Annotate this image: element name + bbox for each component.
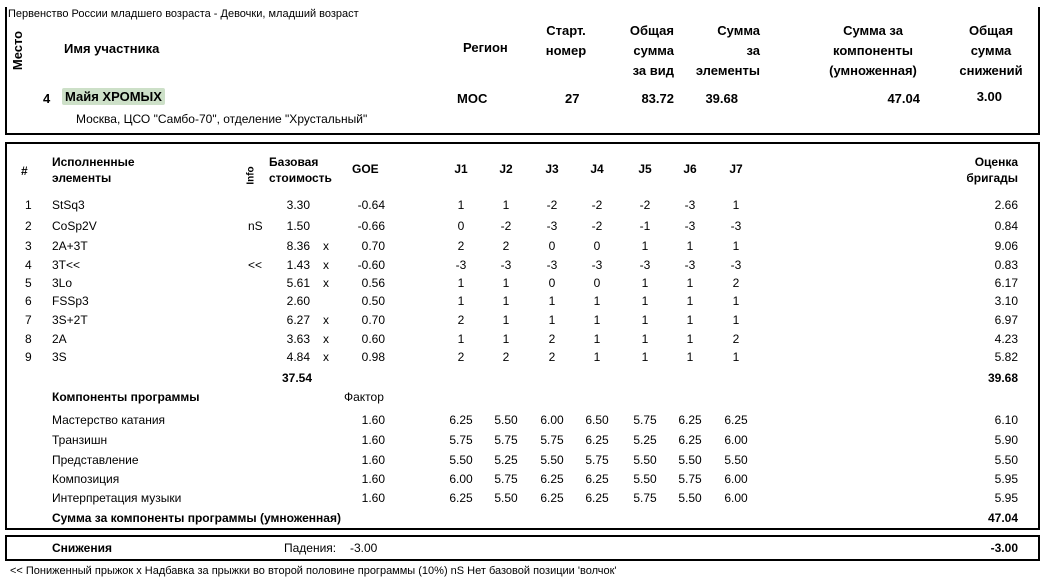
element-judge-score: -2 [546,198,558,212]
element-judge-score: -2 [500,219,512,233]
col-base-header: Базовая стоимость [269,155,332,185]
element-code: 3T<< [52,258,81,272]
element-row-number: 9 [25,350,32,364]
element-judge-score: 0 [593,276,601,290]
element-judge-score: 1 [593,332,601,346]
element-judge-score: 2 [457,313,465,327]
component-judge-score: 5.75 [449,433,473,447]
judge-header-3: J3 [545,162,559,176]
element-bonus-marker: x [323,258,329,272]
element-goe: 0.60 [361,332,385,346]
skater-components-score: 47.04 [887,91,920,106]
element-judge-score: -3 [684,258,696,272]
element-judge-score: 1 [593,350,601,364]
component-judge-score: 5.75 [633,491,657,505]
component-judge-score: 5.50 [724,453,748,467]
total-score-label: Общая сумма за вид [629,23,674,78]
component-judge-score: 5.75 [678,472,702,486]
element-goe: 0.98 [361,350,385,364]
element-code: StSq3 [52,198,85,212]
judge-header-5: J5 [638,162,652,176]
element-judge-score: 1 [732,294,740,308]
element-judge-score: 1 [686,276,694,290]
element-base-value: 6.27 [286,313,310,327]
element-judge-score: 1 [732,350,740,364]
component-judge-score: 6.00 [724,491,748,505]
element-judge-score: 1 [593,313,601,327]
element-judge-score: 2 [548,350,556,364]
component-name: Интерпретация музыки [52,491,182,505]
element-judge-score: 1 [457,294,465,308]
element-panel-score: 0.83 [994,258,1018,272]
skater-region: МОС [457,91,488,106]
element-row-number: 2 [25,219,32,233]
deductions-label-row: Снижения [52,541,112,555]
element-judge-score: 1 [641,350,649,364]
judge-header-4: J4 [590,162,604,176]
element-judge-score: -3 [730,258,742,272]
element-judge-score: 1 [502,332,510,346]
element-code: 3S+2T [52,313,88,327]
component-judge-score: 6.25 [585,472,609,486]
element-base-value: 1.43 [286,258,310,272]
element-judge-score: -3 [639,258,651,272]
element-judge-score: 1 [641,239,649,253]
component-judge-score: 6.25 [449,491,473,505]
element-judge-score: 2 [457,350,465,364]
element-judge-score: -2 [639,198,651,212]
judge-header-7: J7 [729,162,743,176]
element-judge-score: 2 [548,332,556,346]
element-bonus-marker: x [323,239,329,253]
components-sum-label: Сумма за компоненты программы (умноженная) [52,511,341,525]
footnote: << Пониженный прыжок x Надбавка за прыжки во второй половине программы (10%) nS Нет базовой позиции 'волчок' [10,565,617,577]
component-judge-score: 6.25 [540,491,564,505]
element-judge-score: -3 [684,219,696,233]
element-judge-score: 1 [593,294,601,308]
element-row-number: 7 [25,313,32,327]
element-judge-score: 1 [502,313,510,327]
element-goe: 0.70 [361,313,385,327]
factor-label: Фактор [344,390,384,404]
element-info: << [248,258,263,272]
element-judge-score: 1 [457,332,465,346]
start-number-label: Старт. номер [545,23,587,58]
element-judge-score: 1 [732,198,740,212]
element-judge-score: 1 [686,350,694,364]
component-name: Представление [52,453,139,467]
element-base-value: 1.50 [286,219,310,233]
element-judge-score: 0 [548,239,556,253]
element-base-value: 5.61 [286,276,310,290]
element-panel-score: 3.10 [994,294,1018,308]
element-code: 3Lo [52,276,73,290]
deductions-total: -3.00 [990,541,1018,555]
element-judge-score: 1 [686,239,694,253]
element-judge-score: 2 [502,239,510,253]
element-judge-score: 0 [548,276,556,290]
element-row-number: 1 [25,198,32,212]
element-judge-score: -2 [591,219,603,233]
element-base-value: 2.60 [286,294,310,308]
component-judge-score: 6.25 [724,413,748,427]
element-bonus-marker: x [323,276,329,290]
component-judge-score: 5.25 [633,433,657,447]
col-panel-header: Оценка бригады [966,155,1018,185]
element-panel-score: 0.84 [994,219,1018,233]
element-judge-score: 1 [548,294,556,308]
element-bonus-marker: x [323,350,329,364]
component-judge-score: 6.00 [449,472,473,486]
judge-header-6: J6 [683,162,697,176]
element-judge-score: 1 [502,294,510,308]
element-judge-score: -3 [546,258,558,272]
base-total: 37.54 [281,371,312,385]
element-base-value: 4.84 [286,350,310,364]
element-panel-score: 2.66 [994,198,1018,212]
place-label: Место [10,30,26,71]
element-judge-score: 1 [457,276,465,290]
element-goe: -0.64 [357,198,385,212]
component-name: Композиция [52,472,120,486]
skater-total-score: 83.72 [641,91,674,106]
skater-name[interactable]: Майя ХРОМЫХ [62,89,165,104]
component-name: Транзишн [52,433,108,447]
element-code: 2A [52,332,67,346]
col-number-header: # [21,164,28,178]
element-goe: 0.56 [361,276,385,290]
element-goe: -0.66 [357,219,385,233]
divider [5,7,7,17]
component-judge-score: 5.75 [494,472,518,486]
component-judge-score: 5.75 [540,433,564,447]
element-goe: -0.60 [357,258,385,272]
component-judge-score: 5.50 [494,491,518,505]
element-info: nS [248,219,263,233]
element-row-number: 5 [25,276,32,290]
component-judge-score: 6.00 [724,433,748,447]
element-judge-score: -3 [591,258,603,272]
element-judge-score: -3 [455,258,467,272]
element-base-value: 8.36 [286,239,310,253]
skater-elements-score: 39.68 [705,91,738,106]
element-base-value: 3.63 [286,332,310,346]
component-judge-score: 6.25 [678,433,702,447]
element-goe: 0.50 [361,294,385,308]
element-base-value: 3.30 [286,198,310,212]
element-code: CoSp2V [52,219,97,233]
deductions-box [5,535,1040,561]
component-judge-score: 6.25 [585,491,609,505]
component-factor: 1.60 [361,433,385,447]
element-judge-score: 1 [732,313,740,327]
element-panel-score: 4.23 [994,332,1018,346]
col-goe-header: GOE [352,162,379,176]
component-judge-score: 5.50 [494,413,518,427]
element-panel-score: 9.06 [994,239,1018,253]
element-code: 2A+3T [52,239,88,253]
name-label: Имя участника [64,41,160,56]
component-name: Мастерство катания [52,413,166,427]
components-score-label: Сумма за компоненты (умноженная) [829,23,917,78]
col-elements-header: Исполненные элементы [52,155,135,185]
component-judge-score: 5.50 [678,453,702,467]
deductions-label: Общая сумма снижений [959,23,1023,78]
element-judge-score: 0 [457,219,465,233]
falls-value: -3.00 [350,541,378,555]
col-info-header: Info [245,166,257,185]
element-judge-score: -3 [684,198,696,212]
element-judge-score: 1 [641,294,649,308]
element-judge-score: 2 [732,276,740,290]
skater-place: 4 [43,91,51,106]
component-judge-score: 6.25 [585,433,609,447]
component-panel-score: 6.10 [994,413,1018,427]
element-judge-score: 1 [502,276,510,290]
element-panel-score: 6.17 [994,276,1018,290]
element-judge-score: -3 [730,219,742,233]
element-judge-score: -2 [591,198,603,212]
component-judge-score: 5.50 [540,453,564,467]
element-judge-score: -3 [546,219,558,233]
element-judge-score: 1 [548,313,556,327]
element-judge-score: 1 [686,313,694,327]
component-factor: 1.60 [361,491,385,505]
component-judge-score: 5.25 [494,453,518,467]
component-judge-score: 5.75 [585,453,609,467]
component-judge-score: 6.25 [449,413,473,427]
region-label: Регион [463,40,508,55]
component-panel-score: 5.95 [994,472,1018,486]
element-judge-score: 1 [641,313,649,327]
component-judge-score: 6.25 [540,472,564,486]
component-judge-score: 5.75 [494,433,518,447]
component-judge-score: 6.50 [585,413,609,427]
element-judge-score: 1 [502,198,510,212]
components-title: Компоненты программы [52,390,200,404]
component-judge-score: 5.50 [633,453,657,467]
element-bonus-marker: x [323,313,329,327]
component-judge-score: 5.50 [633,472,657,486]
component-judge-score: 5.50 [449,453,473,467]
component-panel-score: 5.90 [994,433,1018,447]
component-judge-score: 6.25 [678,413,702,427]
element-judge-score: 1 [641,332,649,346]
element-judge-score: 1 [457,198,465,212]
elements-total: 39.68 [987,371,1018,385]
event-title: Первенство России младшего возраста - Девочки, младший возраст [8,8,359,20]
skater-deductions: 3.00 [976,89,1002,104]
component-factor: 1.60 [361,453,385,467]
component-panel-score: 5.95 [994,491,1018,505]
element-judge-score: 1 [686,294,694,308]
component-judge-score: 5.50 [678,491,702,505]
element-panel-score: 5.82 [994,350,1018,364]
skater-start-number: 27 [565,91,580,106]
component-judge-score: 5.75 [633,413,657,427]
element-judge-score: 1 [732,239,740,253]
elements-score-label: Сумма за элементы [695,23,760,78]
component-judge-score: 6.00 [724,472,748,486]
skater-club: Москва, ЦСО "Самбо-70", отделение "Хрустальный" [76,112,368,126]
element-judge-score: 2 [502,350,510,364]
element-row-number: 8 [25,332,32,346]
element-panel-score: 6.97 [994,313,1018,327]
element-bonus-marker: x [323,332,329,346]
element-row-number: 3 [25,239,32,253]
element-row-number: 6 [25,294,32,308]
element-judge-score: 0 [593,239,601,253]
element-judge-score: 1 [641,276,649,290]
element-goe: 0.70 [361,239,385,253]
element-judge-score: 1 [686,332,694,346]
falls-label: Падения: [284,541,337,555]
judge-header-2: J2 [499,162,513,176]
element-row-number: 4 [25,258,32,272]
judge-header-1: J1 [454,162,468,176]
element-judge-score: 2 [732,332,740,346]
element-judge-score: -3 [500,258,512,272]
element-code: 3S [52,350,67,364]
component-judge-score: 6.00 [540,413,564,427]
element-judge-score: 2 [457,239,465,253]
element-judge-score: -1 [639,219,651,233]
component-panel-score: 5.50 [994,453,1018,467]
element-code: FSSp3 [52,294,89,308]
component-factor: 1.60 [361,413,385,427]
component-factor: 1.60 [361,472,385,486]
components-sum-value: 47.04 [987,511,1018,525]
